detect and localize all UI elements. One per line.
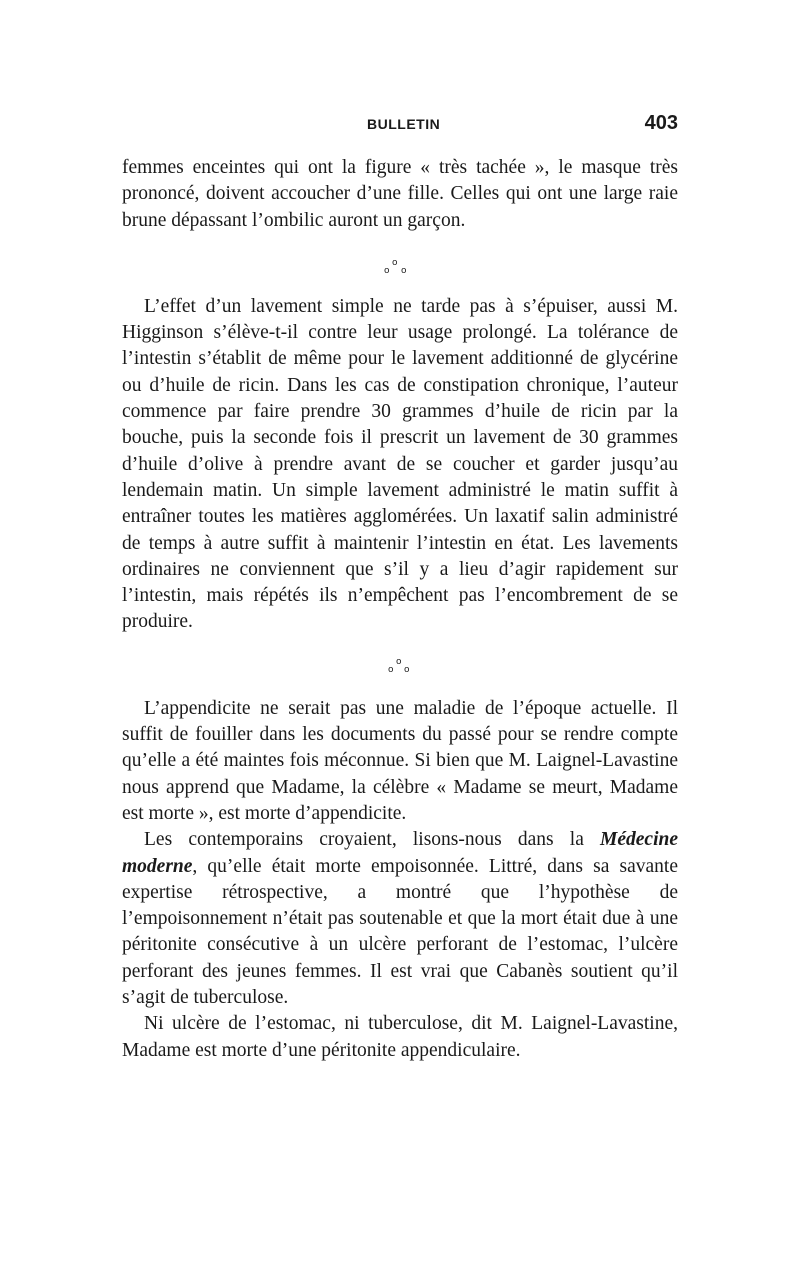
paragraph-2: L’effet d’un lavement simple ne tarde pas à s’épuiser, aussi M. Higginson s’élève-t-il contre leur usage prolongé. La tolérance de l’intestin s’établit de même pour le lavement additionné de glycérine ou d’huile de ricin. Dans les cas de constipation chronique, l’auteur commence par faire prendre 30 grammes d’huile de ricin par la bouche, puis la seconde fois il prescrit un lavement de 30 grammes d’huile d’olive à prendre avant de se coucher et garder jusqu’au lendemain matin. Un simple lavement administré le matin suffit à entraîner toutes les matières agglomérées. Un laxatif salin administré de temps à autre suffit à maintenir l’intestin en état. Les lavements ordinaires ne conviennent que s’il y a lieu d’agir rapidement sur l’intestin, mais répétés ils n’empêchent pas l’encombrement de se produire. [122,295,678,633]
ornament-dot-icon: o [384,265,390,276]
ornament-dot-icon: o [401,265,407,276]
paragraph-3: L’appendicite ne serait pas une maladie de l’époque actuelle. Il suffit de fouiller dans les documents du passé pour se rendre compte qu’elle a été maintes fois méconnue. Si bien que M. Laignel-Lavastine nous apprend que Madame, la célèbre « Madame se meurt, Madame est morte », est morte d’appendicite. [122,697,678,824]
ornament-dot-icon: o [404,664,410,675]
paragraph-5: Ni ulcère de l’estomac, ni tuberculose, dit M. Laignel-Lavastine, Madame est morte d’une péritonite appendiculaire. [122,1013,678,1061]
body-text [122,155,678,1064]
ornament-dot-icon: o [388,664,394,675]
ornament-dot-icon: o [396,656,402,667]
section-separator-asterism [122,636,678,696]
paragraph-1: femmes enceintes qui ont la figure « très tachée », le masque très prononcé, doivent accoucher d’une fille. Celles qui ont une large raie brune dépassant l’ombilic auront un garçon. [122,157,678,231]
paragraph-4 [122,827,678,1011]
paragraph-4-text-end: , qu’elle était morte empoisonnée. Littré, dans sa savante expertise rétrospective, a montré que l’hypothèse de l’empoisonnement n’était pas soutenable et que la mort était due à une péritonite consécutive à un ulcère perforant de l’estomac, l’ulcère perforant des jeunes femmes. Il est vrai que Cabanès soutient qu’il s’agit de tuberculose. [122,855,678,1009]
section-separator-asterism [122,234,678,294]
page-header [122,112,678,142]
journal-title-italic: Médecine moderne [122,829,678,877]
paragraph-4-text-start: Les contemporains croyaient, lisons-nous dans la [144,829,601,851]
page-number: 403 [644,112,678,134]
ornament-dot-icon: o [392,257,398,268]
running-title: BULLETIN [367,116,441,132]
